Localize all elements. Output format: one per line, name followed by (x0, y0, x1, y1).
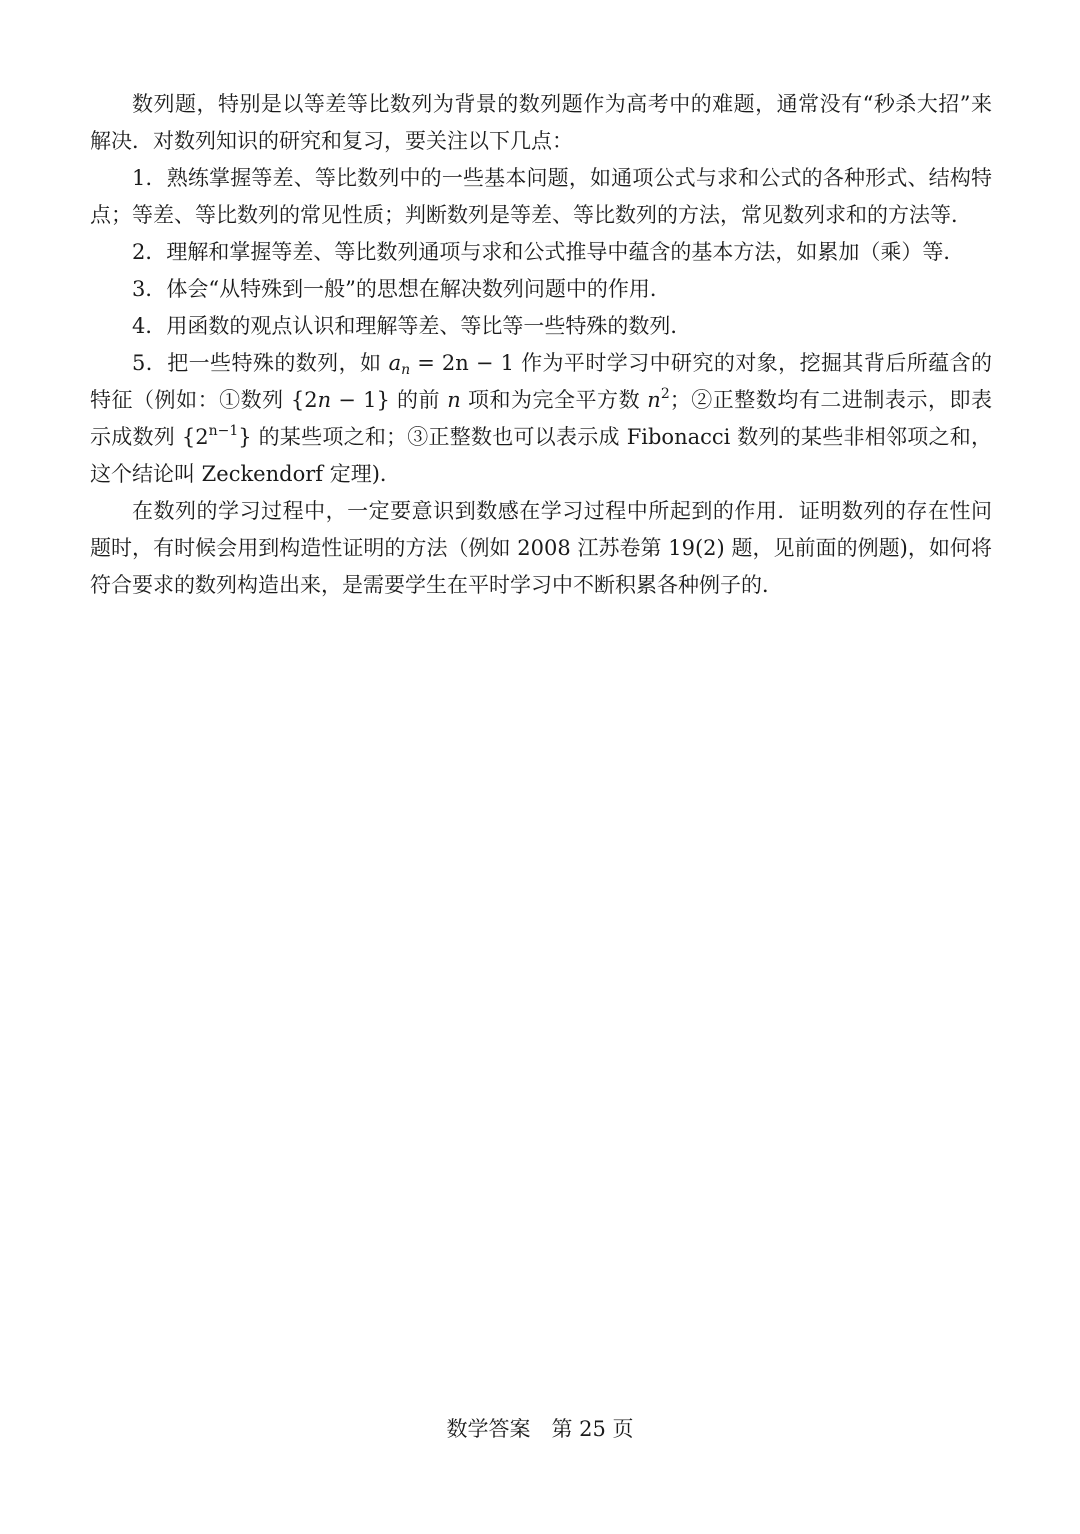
math-n: n (317, 388, 332, 412)
document-body (90, 86, 992, 604)
point-5-text-2: 作为平时学习中研究的对象，挖掘其背后所蕴含的特征（例如：①数列 {2 (90, 351, 992, 412)
math-formula-rest: = 2n − 1 (410, 351, 514, 375)
paragraph-point-4: 4．用函数的观点认识和理解等差、等比等一些特殊的数列． (132, 314, 692, 338)
paragraph-intro: 数列题，特别是以等差等比数列为背景的数列题作为高考中的难题，通常没有“秒杀大招”来解决．对数列知识的研究和复习，要关注以下几点： (90, 92, 992, 153)
paragraph-conclusion: 在数列的学习过程中，一定要意识到数感在学习过程中所起到的作用．证明数列的存在性问题时，有时候会用到构造性证明的方法（例如 2008 江苏卷第 19(2) 题，见前面的例题)，如何将符合要求的数列构造出来，是需要学生在平时学习中不断积累各种例子的． (90, 499, 992, 597)
point-5-text-4: 项和为完全平方数 (460, 388, 648, 412)
paragraph-point-1: 1．熟练掌握等差、等比数列中的一些基本问题，如通项公式与求和公式的各种形式、结构特点；等差、等比数列的常见性质；判断数列是等差、等比数列的方法，常见数列求和的方法等． (90, 166, 992, 227)
footer-subject: 数学答案 (446, 1417, 531, 1441)
page-footer (0, 1414, 1080, 1444)
point-5-text-3: − 1} 的前 (331, 388, 448, 412)
math-n: n (647, 388, 661, 412)
point-5-text-5: ；②正整数均有二进制表示，即表示成数列 {2 (90, 388, 992, 449)
math-superscript-n-minus-1: n−1 (208, 423, 239, 439)
point-5-text-1: 5．把一些特殊的数列，如 (132, 351, 389, 375)
math-superscript-2: 2 (660, 386, 670, 402)
footer-page-number: 第 25 页 (551, 1417, 634, 1441)
paragraph-point-5 (90, 345, 992, 493)
point-5-text-6: } 的某些项之和；③正整数也可以表示成 Fibonacci 数列的某些非相邻项之和，这个结论叫 Zeckendorf 定理)． (90, 425, 992, 486)
math-n: n (447, 388, 461, 412)
math-subscript-n: n (401, 362, 411, 378)
math-a: a (388, 351, 402, 375)
paragraph-point-2: 2．理解和掌握等差、等比数列通项与求和公式推导中蕴含的基本方法，如累加（乘）等． (132, 240, 965, 264)
paragraph-point-3: 3．体会“从特殊到一般”的思想在解决数列问题中的作用． (132, 277, 671, 301)
